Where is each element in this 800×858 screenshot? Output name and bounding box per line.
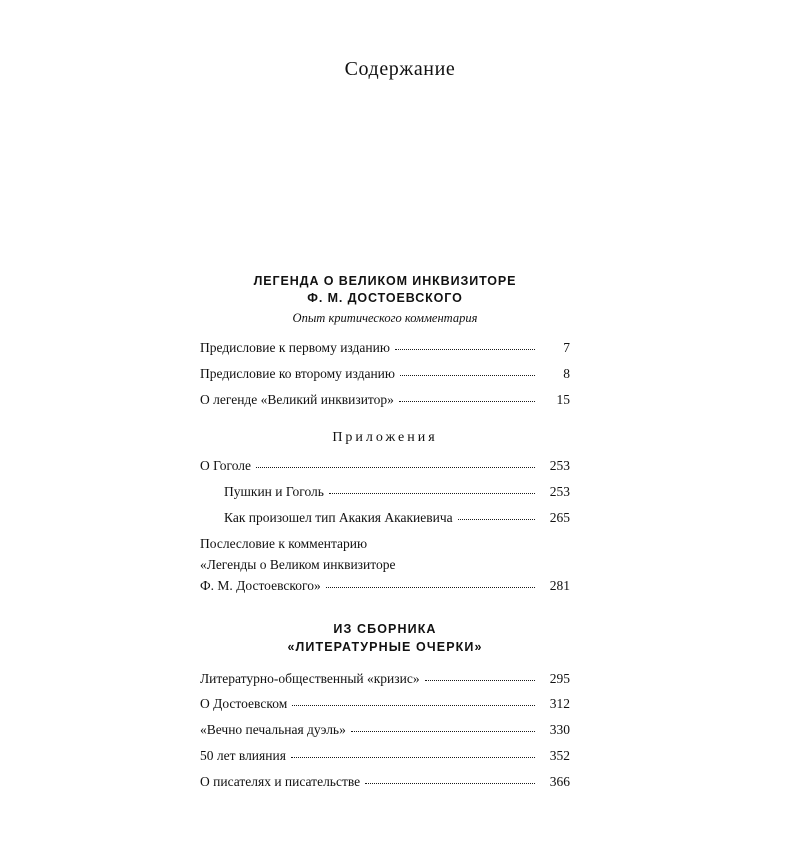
toc-entry-last-line [200,576,570,597]
collection-heading-line-1: ИЗ СБОРНИКА [333,622,437,637]
toc-entry-page: 7 [563,340,570,356]
leader-dots [326,587,535,588]
collection-heading [200,621,570,656]
toc-entry[interactable] [200,388,570,414]
section-heading-line-2: Ф. М. ДОСТОЕВСКОГО [307,290,463,305]
page-title: Содержание [344,58,456,80]
collection-heading-line-2: «ЛИТЕРАТУРНЫЕ ОЧЕРКИ» [287,639,483,654]
toc-entry-page: 281 [549,577,570,593]
toc-entry-page: 253 [549,458,570,474]
toc-entry[interactable] [200,718,570,744]
toc-entry-label-line-2: «Легенды о Великом инквизиторе [200,556,396,572]
leader-dots [351,731,535,732]
toc-entry-page: 8 [563,366,570,382]
appendix-title: Приложения [332,429,438,445]
toc-entry-label-line-1: Послесловие к комментарию [200,535,368,551]
toc-entry-label: О писателях и писательстве [200,774,361,790]
leader-dots [400,375,535,376]
toc-entry-page: 15 [556,392,570,408]
toc-entry-page: 352 [549,748,570,764]
toc-group-legend [200,336,570,414]
leader-dots [291,757,535,758]
toc-entry-label: О легенде «Великий инквизитор» [200,392,394,408]
leader-dots [458,519,535,520]
toc-entry[interactable] [200,362,570,388]
toc-group-appendix [200,454,570,600]
toc-entry-page: 366 [549,774,570,790]
toc-entry-page: 253 [549,483,570,499]
toc-entry[interactable] [200,336,570,362]
leader-dots [329,493,535,494]
toc-entry-label: Предисловие к первому изданию [200,340,390,356]
toc-entry-label-line-3: Ф. М. Достоевского» [200,577,321,593]
toc-entry-multiline[interactable] [200,531,570,599]
toc-content [200,273,570,798]
toc-entry[interactable] [200,505,570,531]
leader-dots [425,680,535,681]
toc-entry[interactable] [200,692,570,718]
toc-entry-label: 50 лет влияния [200,748,286,764]
toc-entry-label: О Гоголе [200,458,251,474]
leader-dots [399,401,535,402]
leader-dots [256,467,535,468]
toc-entry-page: 265 [549,509,570,525]
toc-entry-label: «Вечно печальная дуэль» [200,722,346,738]
toc-entry-label: Предисловие ко второму изданию [200,366,395,382]
toc-entry[interactable] [200,666,570,692]
toc-entry-label: Как произошел тип Акакия Акакиевича [224,509,453,525]
section-heading-legend [200,273,570,307]
toc-entry-label: Литературно-общественный «кризис» [200,670,420,686]
leader-dots [365,783,535,784]
section-subtitle: Опыт критического комментария [292,310,478,325]
toc-entry[interactable] [200,479,570,505]
toc-entry[interactable] [200,454,570,480]
section-heading-line-1: ЛЕГЕНДА О ВЕЛИКОМ ИНКВИЗИТОРЕ [253,274,517,288]
toc-entry-label: О Достоевском [200,696,288,712]
toc-entry-page: 295 [549,670,570,686]
toc-group-collection [200,666,570,796]
toc-entry[interactable] [200,744,570,770]
toc-entry-label: Пушкин и Гоголь [224,483,324,499]
toc-entry-page: 312 [549,696,570,712]
leader-dots [395,349,535,350]
toc-entry-page: 330 [549,722,570,738]
toc-entry[interactable] [200,770,570,796]
leader-dots [292,705,535,706]
toc-page [0,58,800,858]
